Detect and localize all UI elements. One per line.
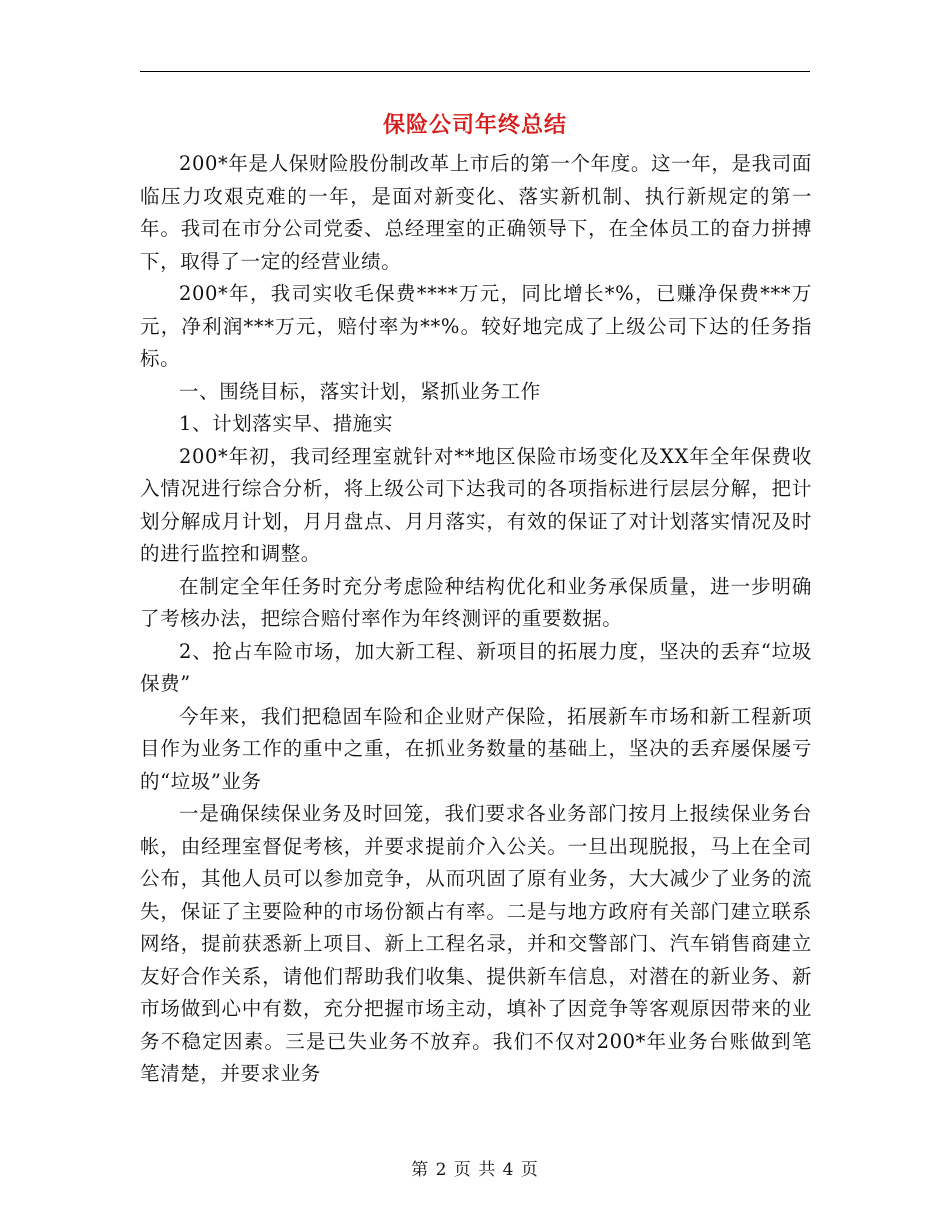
section-heading-1: 一、围绕目标，落实计划，紧抓业务工作 <box>179 379 541 403</box>
document-title: 保险公司年终总结 <box>382 112 567 138</box>
paragraph-3: 200*年初，我司经理室就针对**地区保险市场变化及XX年全年保费收入情况进行综合分析，将上级公司下达我司的各项指标进行层层分解，把计划分解成月计划，月月盘点、月月落实，有效的保证了对计划落实情况及时的进行监控和调整。 <box>140 444 812 565</box>
header-rule <box>140 71 810 72</box>
subsection-heading-1: 1、计划落实早、措施实 <box>179 412 394 435</box>
paragraph-6: 一是确保续保业务及时回笼，我们要求各业务部门按月上报续保业务台帐，由经理室督促考核，并要求提前介入公关。一旦出现脱报，马上在全司公布，其他人员可以参加竞争，从而巩固了原有业务，大大减少了业务的流失，保证了主要险种的市场份额占有率。二是与地方政府有关部门建立联系网络，提前获悉新上项目、新上工程名录，并和交警部门、汽车销售商建立友好合作关系，请他们帮助我们收集、提供新车信息，对潜在的新业务、新市场做到心中有数，充分把握市场主动，填补了因竞争等客观原因带来的业务不稳定因素。三是已失业务不放弃。我们不仅对200*年业务台账做到笔笔清楚，并要求业务 <box>140 802 812 1085</box>
paragraph-1: 200*年是人保财险股份制改革上市后的第一个年度。这一年，是我司面临压力攻艰克难的一年，是面对新变化、落实新机制、执行新规定的第一年。我司在市分公司党委、总经理室的正确领导下，在全体员工的奋力拼搏下，取得了一定的经营业绩。 <box>140 152 812 273</box>
paragraph-2: 200*年，我司实收毛保费****万元，同比增长*%，已赚净保费***万元，净利润***万元，赔付率为**%。较好地完成了上级公司下达的任务指标。 <box>140 282 812 370</box>
subsection-heading-2: 2、抢占车险市场，加大新工程、新项目的拓展力度，坚决的丢弃“垃圾保费” <box>140 639 812 695</box>
page-number-footer: 第 2 页 共 4 页 <box>411 1160 539 1180</box>
document-body <box>140 148 812 1091</box>
paragraph-4: 在制定全年任务时充分考虑险种结构优化和业务承保质量，进一步明确了考核办法，把综合赔付率作为年终测评的重要数据。 <box>140 574 812 630</box>
paragraph-5: 今年来，我们把稳固车险和企业财产保险，拓展新车市场和新工程新项目作为业务工作的重中之重，在抓业务数量的基础上，坚决的丢弃屡保屡亏的“垃圾”业务 <box>140 704 812 793</box>
